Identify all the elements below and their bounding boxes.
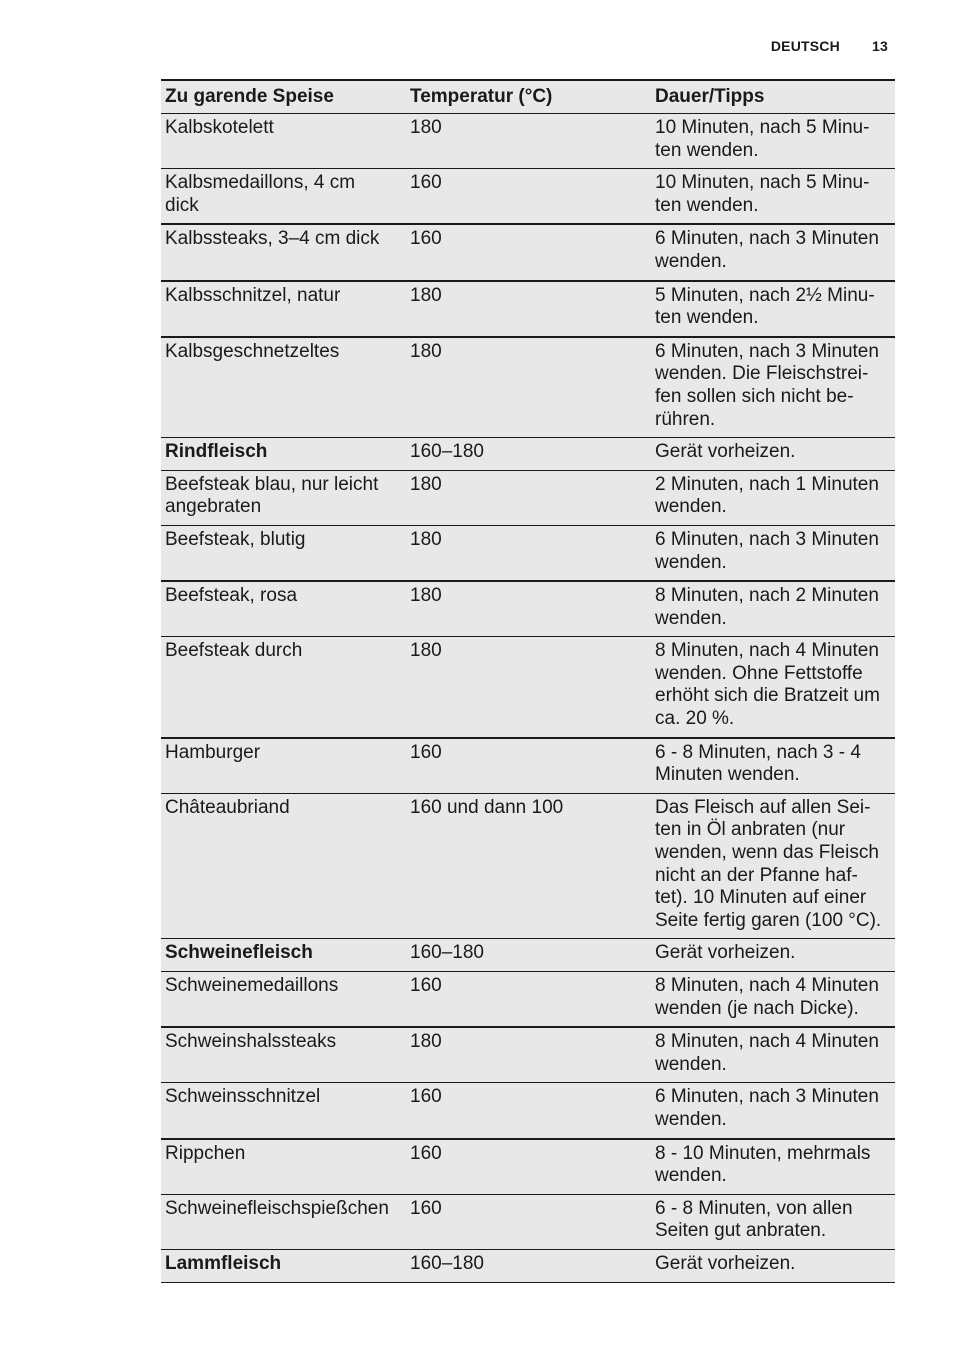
table-row [161, 224, 895, 280]
cell-food: Lammfleisch [165, 1252, 282, 1274]
table-row [161, 281, 895, 337]
column-header-temperature: Temperatur (°C) [406, 80, 651, 114]
header-language: DEUTSCH [770, 38, 840, 54]
cell-temperature: 160 [406, 972, 651, 1028]
cell-duration-tips: 6 - 8 Minuten, nach 3 - 4 Minuten wenden. [651, 738, 895, 794]
table-row [161, 1194, 895, 1249]
table-row [161, 972, 895, 1028]
cell-food: Kalbsgeschnetzeltes [161, 337, 406, 438]
cell-temperature: 160–180 [406, 438, 651, 471]
table-row [161, 470, 895, 525]
cell-temperature: 160 [406, 169, 651, 225]
cell-temperature: 160 und dann 100 [406, 793, 651, 939]
table-body [161, 114, 895, 1283]
cell-food: Schweinsschnitzel [161, 1083, 406, 1139]
cell-food: Beefsteak, blutig [161, 525, 406, 581]
cell-duration-tips: Gerät vorheizen. [655, 1252, 796, 1274]
cell-duration-tips: Gerät vorheizen. [651, 939, 895, 972]
table-row [161, 169, 895, 225]
table-row [161, 1083, 895, 1139]
cell-duration-tips: 6 Minuten, nach 3 Minuten wenden. [651, 1083, 895, 1139]
cell-temperature: 160–180 [410, 1252, 484, 1274]
cell-food: Kalbssteaks, 3–4 cm dick [161, 224, 406, 280]
cell-temperature: 180 [406, 581, 651, 637]
cell-temperature: 180 [406, 337, 651, 438]
cell-duration-tips: 8 Minuten, nach 2 Minuten wenden. [651, 581, 895, 637]
table-row [161, 1139, 895, 1195]
cell-temperature: 180 [406, 114, 651, 169]
cell-food: Rippchen [161, 1139, 406, 1195]
cell-temperature: 180 [406, 281, 651, 337]
cell-duration-tips: 8 Minuten, nach 4 Minuten wenden. Ohne Fettstoffe erhöht sich die Bratzeit um ca. 20 %. [651, 637, 895, 738]
cell-duration-tips: 10 Minuten, nach 5 Minu- ten wenden. [651, 114, 895, 169]
cell-temperature: 160 [406, 1139, 651, 1195]
table-row [161, 793, 895, 939]
cell-duration-tips: 5 Minuten, nach 2½ Minu- ten wenden. [651, 281, 895, 337]
cell-temperature: 160 [406, 224, 651, 280]
page-header [771, 38, 888, 54]
cell-food: Beefsteak blau, nur leicht angebraten [161, 470, 406, 525]
cell-food: Hamburger [161, 738, 406, 794]
cell-food: Rindfleisch [161, 438, 406, 471]
cell-duration-tips: 2 Minuten, nach 1 Minuten wenden. [651, 470, 895, 525]
cell-temperature: 160 [406, 1194, 651, 1249]
table-category-row [161, 438, 895, 471]
table-category-row [161, 1249, 895, 1282]
cell-duration-tips: 10 Minuten, nach 5 Minu- ten wenden. [651, 169, 895, 225]
cell-food: Schweinefleisch [161, 939, 406, 972]
cell-food: Beefsteak, rosa [161, 581, 406, 637]
cell-food: Schweinemedaillons [161, 972, 406, 1028]
table-row [161, 581, 895, 637]
cell-food: Schweinshalssteaks [161, 1027, 406, 1083]
cell-duration-tips: 8 - 10 Minuten, mehrmals wenden. [651, 1139, 895, 1195]
cooking-table [161, 79, 895, 1283]
cell-temperature: 180 [406, 525, 651, 581]
table-row [161, 738, 895, 794]
table-category-row [161, 939, 895, 972]
cell-temperature: 180 [406, 637, 651, 738]
table-row [161, 337, 895, 438]
cell-duration-tips: 8 Minuten, nach 4 Minuten wenden. [651, 1027, 895, 1083]
cell-temperature: 180 [406, 470, 651, 525]
cell-duration-tips: 8 Minuten, nach 4 Minuten wenden (je nach Dicke). [651, 972, 895, 1028]
cell-food: Kalbsschnitzel, natur [161, 281, 406, 337]
cell-food: Kalbsmedaillons, 4 cm dick [161, 169, 406, 225]
cell-duration-tips: Das Fleisch auf allen Sei- ten in Öl anbraten (nur wenden, wenn das Fleisch nicht an der Pfanne haf- tet). 10 Minuten auf einer Seite fertig garen (100 °C). [651, 793, 895, 939]
table-row [161, 637, 895, 738]
table-row [161, 525, 895, 581]
page-number: 13 [872, 38, 888, 54]
column-header-duration-tips: Dauer/Tipps [651, 80, 895, 114]
cell-temperature: 160–180 [406, 939, 651, 972]
table-header-row [161, 80, 895, 114]
cell-food: Beefsteak durch [161, 637, 406, 738]
table-row [161, 114, 895, 169]
cell-food: Châteaubriand [161, 793, 406, 939]
cell-temperature: 160 [406, 738, 651, 794]
table-row [161, 1027, 895, 1083]
cell-food: Schweinefleischspießchen [161, 1194, 406, 1249]
cell-duration-tips: 6 Minuten, nach 3 Minuten wenden. [651, 525, 895, 581]
cell-duration-tips: 6 Minuten, nach 3 Minuten wenden. Die Fleischstrei- fen sollen sich nicht be- rühren. [651, 337, 895, 438]
cell-duration-tips: 6 - 8 Minuten, von allen Seiten gut anbraten. [651, 1194, 895, 1249]
cell-food: Kalbskotelett [161, 114, 406, 169]
cell-duration-tips: 6 Minuten, nach 3 Minuten wenden. [651, 224, 895, 280]
cell-temperature: 180 [406, 1027, 651, 1083]
cell-temperature: 160 [406, 1083, 651, 1139]
column-header-food: Zu garende Speise [161, 80, 406, 114]
cell-duration-tips: Gerät vorheizen. [651, 438, 895, 471]
